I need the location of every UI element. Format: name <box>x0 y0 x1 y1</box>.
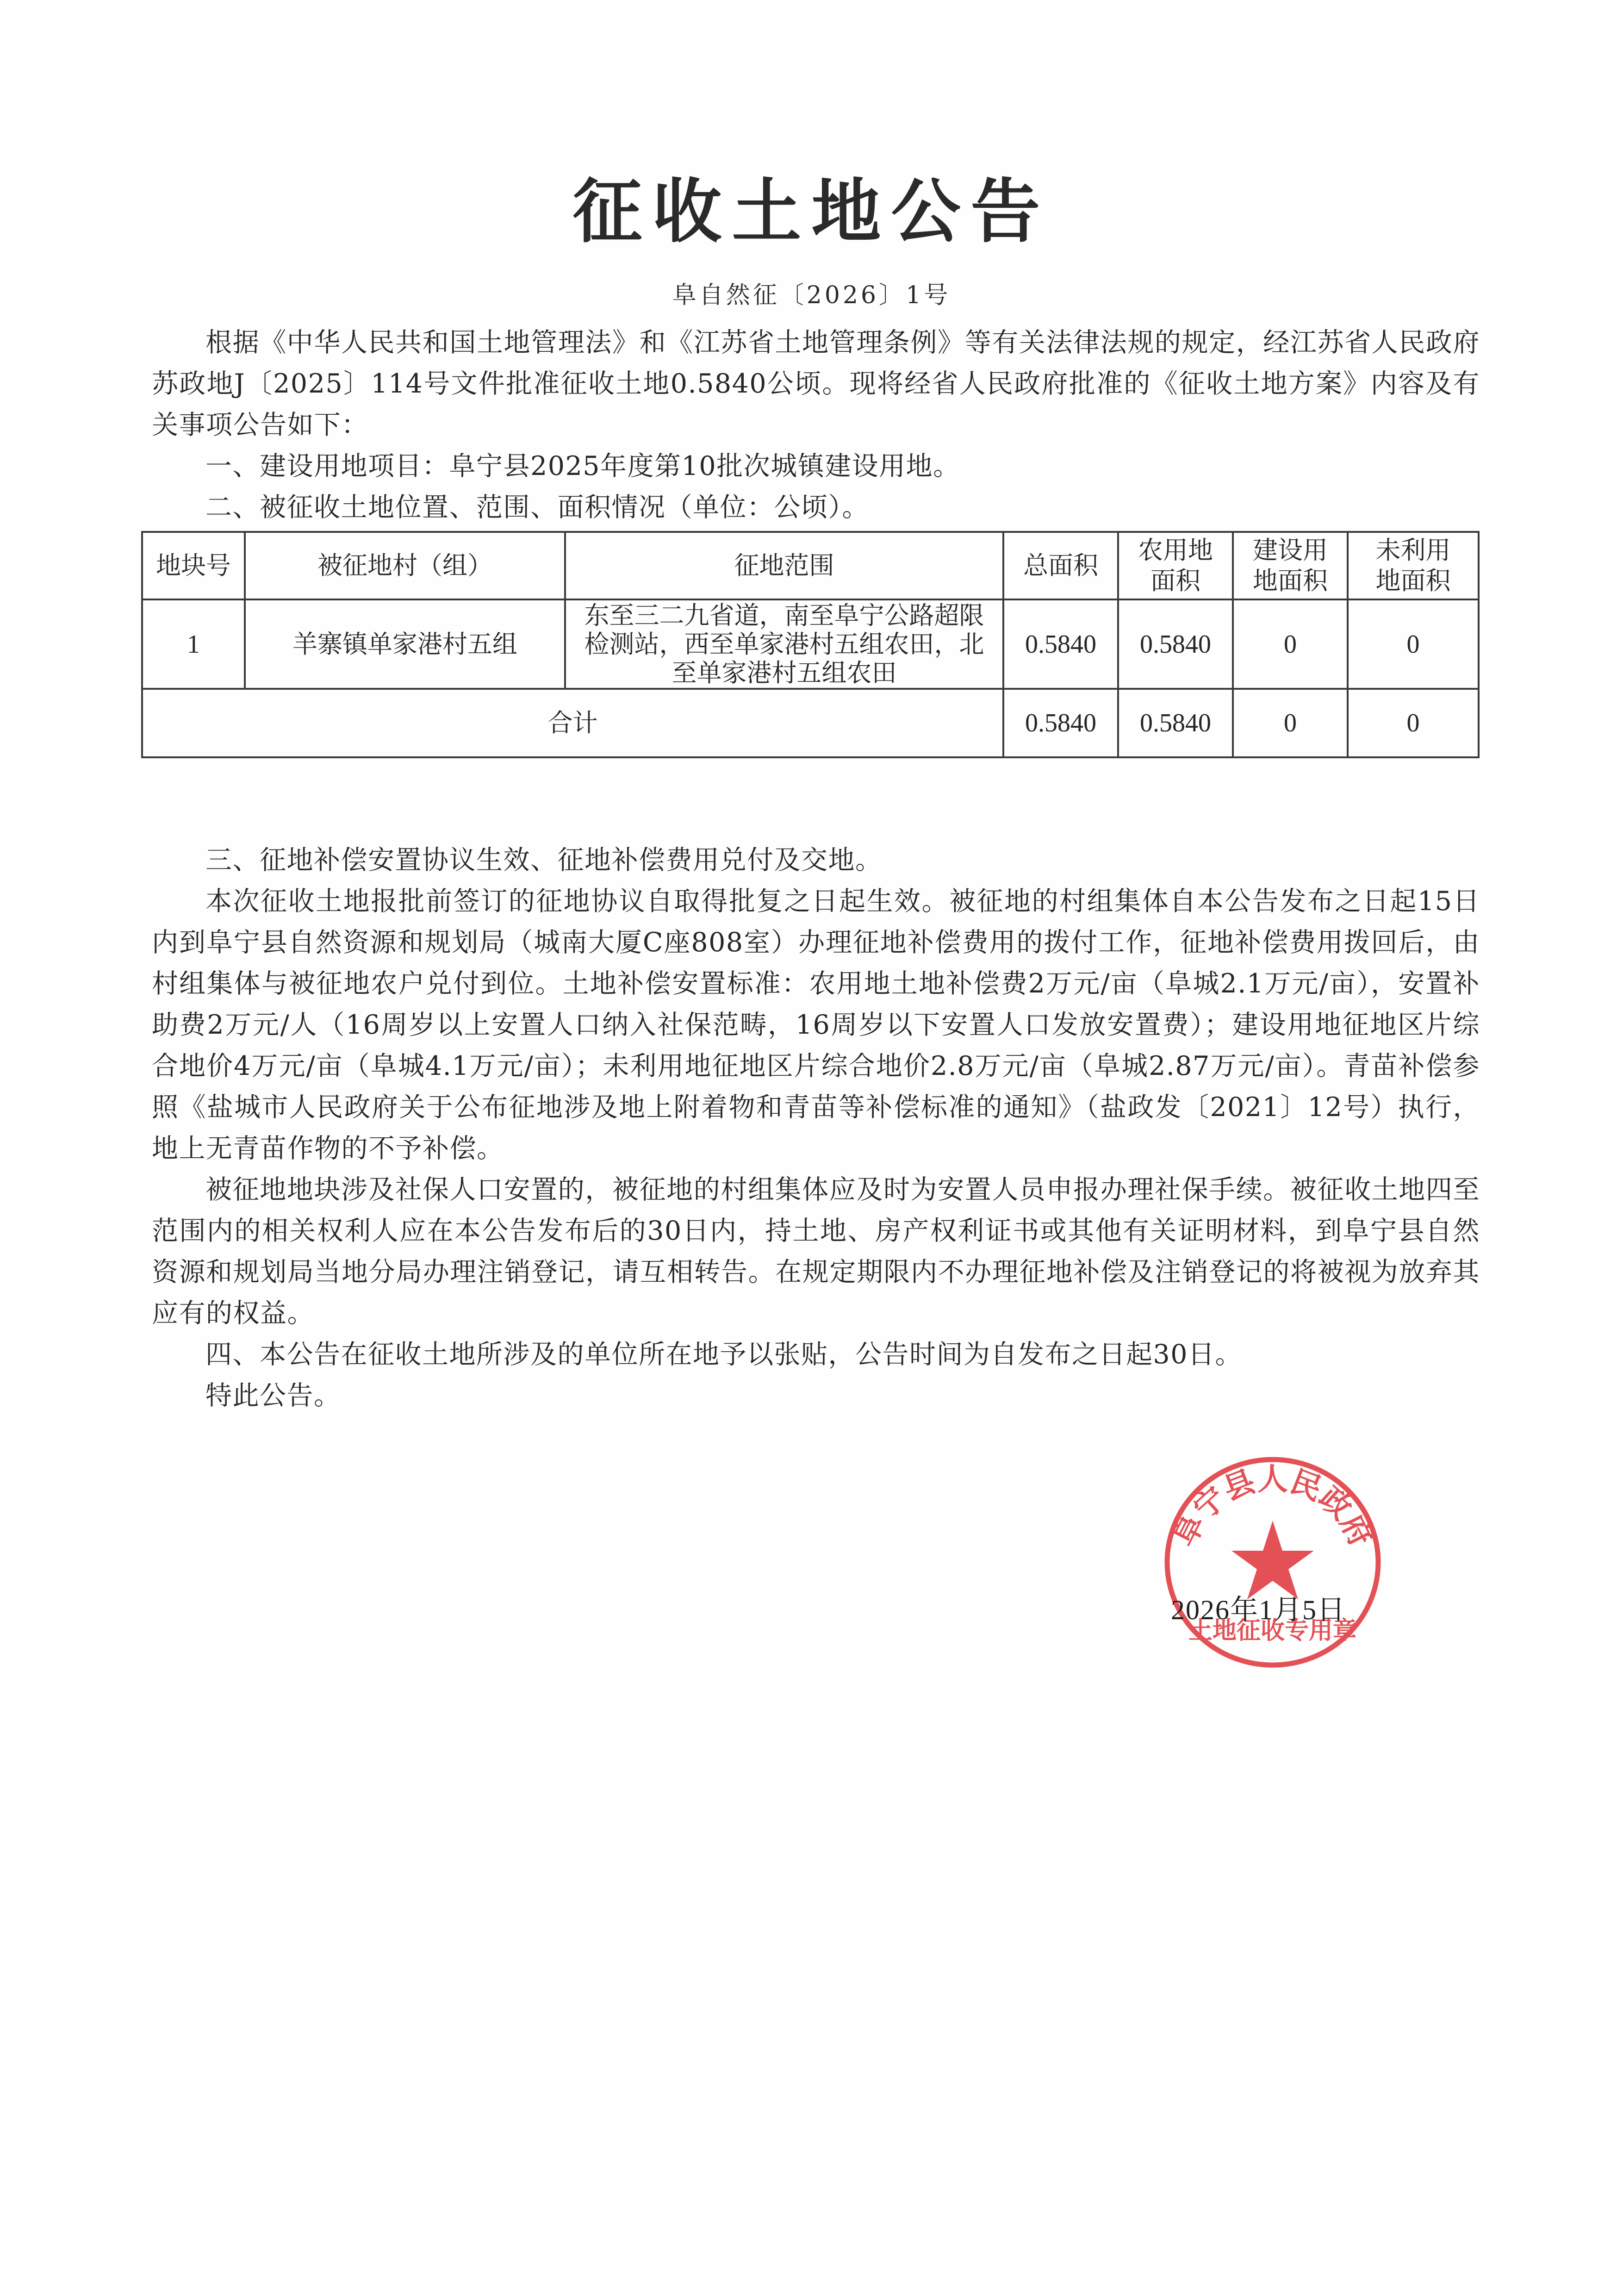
header-village: 被征地村（组） <box>245 532 565 599</box>
total-label: 合计 <box>142 689 1003 757</box>
cell-construction-area: 0 <box>1233 599 1348 689</box>
header-plot-no: 地块号 <box>142 532 245 599</box>
header-construction-line2: 地面积 <box>1253 566 1328 595</box>
cell-farmland-area: 0.5840 <box>1118 599 1233 689</box>
section-3-paragraph-1: 本次征收土地报批前签订的征地协议自取得批复之日起生效。被征地的村组集体自本公告发布之日起15日内到阜宁县自然资源和规划局（城南大厦C座808室）办理征地补偿费用的拨付工作，征地补偿费用拨回后，由村组集体与被征地农户兑付到位。土地补偿安置标准：农用地土地补偿费2万元/亩（阜城2.1万元/亩），安置补助费2万元/人（16周岁以上安置人口纳入社保范畴，16周岁以下安置人口发放安置费）；建设用地征地区片综合地价4万元/亩（阜城4.1万元/亩）；未利用地征地区片综合地价2.8万元/亩（阜城2.87万元/亩）。青苗补偿参照《盐城市人民政府关于公布征地涉及地上附着物和青苗等补偿标准的通知》（盐政发〔2021〕12号）执行，地上无青苗作物的不予补偿。 <box>152 886 1480 1164</box>
header-construction-area <box>1233 532 1348 599</box>
seal-outer-text: 阜宁县人民政府 <box>1166 1461 1379 1553</box>
section-4: 四、本公告在征收土地所涉及的单位所在地予以张贴，公告时间为自发布之日起30日。 <box>205 1339 1243 1370</box>
header-total-area: 总面积 <box>1003 532 1118 599</box>
intro-block <box>152 322 1480 446</box>
intro-paragraph: 根据《中华人民共和国土地管理法》和《江苏省土地管理条例》等有关法律法规的规定，经江苏省人民政府苏政地J〔2025〕114号文件批准征收土地0.5840公顷。现将经省人民政府批准的《征收土地方案》内容及有关事项公告如下： <box>152 327 1480 440</box>
section-2-heading: 二、被征收土地位置、范围、面积情况（单位：公顷）。 <box>205 492 869 523</box>
total-farmland-area: 0.5840 <box>1118 689 1233 757</box>
closing-statement: 特此公告。 <box>205 1380 341 1411</box>
cell-total-area: 0.5840 <box>1003 599 1118 689</box>
issue-date: 2026年1月5日 <box>1171 1595 1346 1625</box>
cell-plot-no: 1 <box>142 599 245 689</box>
header-unused-line2: 地面积 <box>1375 566 1451 595</box>
header-range: 征地范围 <box>565 532 1003 599</box>
total-construction-area: 0 <box>1233 689 1348 757</box>
official-seal <box>1159 1454 1386 1671</box>
header-farmland-line1: 农用地 <box>1138 536 1213 565</box>
land-acquisition-table <box>141 531 1480 758</box>
document-number: 阜自然征〔2026〕1号 <box>672 281 951 309</box>
document-title: 征收土地公告 <box>572 172 1051 252</box>
section-heading-block <box>152 446 1480 528</box>
cell-range: 东至三二九省道，南至阜宁公路超限检测站，西至单家港村五组农田，北至单家港村五组农田 <box>565 599 1003 689</box>
header-unused-area <box>1348 532 1479 599</box>
header-farmland-line2: 面积 <box>1150 566 1200 595</box>
header-unused-line1: 未利用 <box>1375 536 1451 565</box>
section-3-paragraph-2: 被征地地块涉及社保人口安置的，被征地的村组集体应及时为安置人员申报办理社保手续。被征收土地四至范围内的相关权利人应在本公告发布后的30日内，持土地、房产权利证书或其他有关证明材料，到阜宁县自然资源和规划局当地分局办理注销登记，请互相转告。在规定期限内不办理征地补偿及注销登记的将被视为放弃其应有的权益。 <box>152 1174 1480 1329</box>
cell-village: 羊寨镇单家港村五组 <box>245 599 565 689</box>
total-area: 0.5840 <box>1003 689 1118 757</box>
header-construction-line1: 建设用 <box>1253 536 1328 565</box>
header-farmland-area <box>1118 532 1233 599</box>
table-total-row <box>142 689 1479 757</box>
body-after-table <box>152 840 1480 1416</box>
seal-inner-text: 土地征收专用章 <box>1188 1617 1357 1645</box>
cell-unused-area: 0 <box>1348 599 1479 689</box>
section-1-project: 一、建设用地项目：阜宁县2025年度第10批次城镇建设用地。 <box>205 451 960 481</box>
table-header-row <box>142 532 1479 599</box>
table-row <box>142 599 1479 689</box>
total-unused-area: 0 <box>1348 689 1479 757</box>
section-3-heading: 三、征地补偿安置协议生效、征地补偿费用兑付及交地。 <box>205 845 883 875</box>
